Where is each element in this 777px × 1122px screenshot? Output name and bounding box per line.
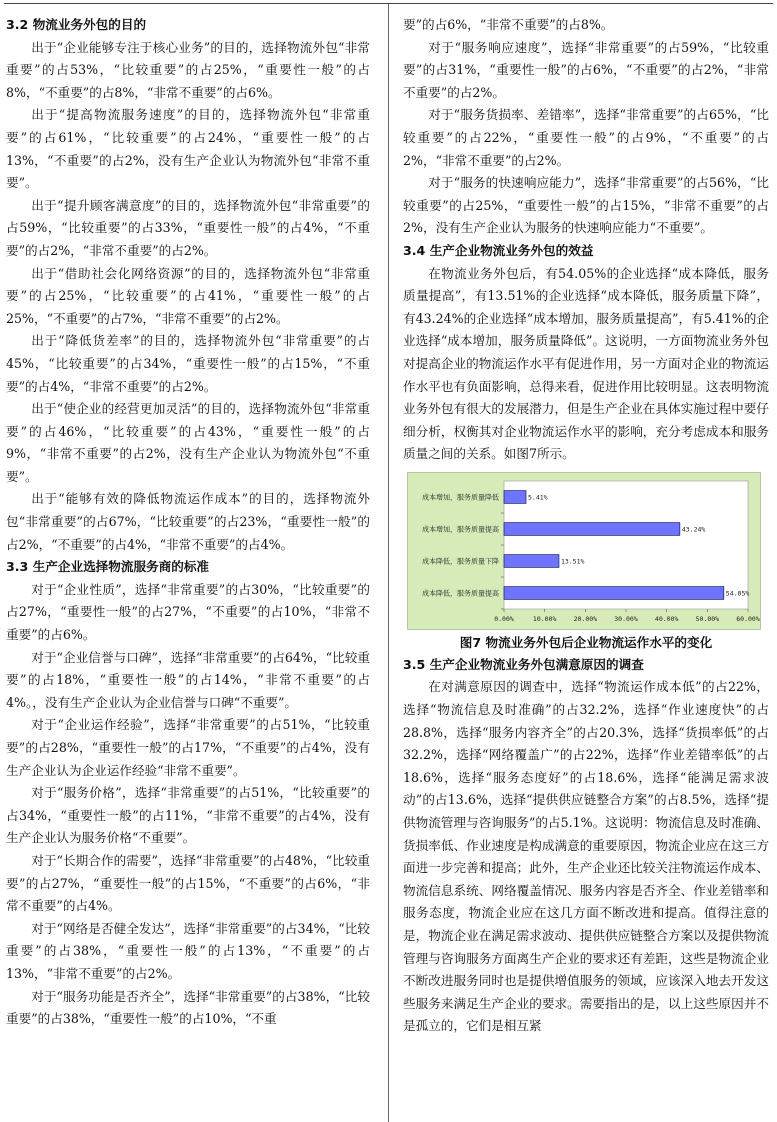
- right-column: [403, 14, 769, 1038]
- paragraph: 在对满意原因的调查中，选择“物流运作成本低”的占22%，选择“物流信息及时准确”的占32.2%，选择“作业速度快”的占28.8%，选择“服务内容齐全”的占20.3%，选择“货损率低”的占32.2%，选择“网络覆盖广”的占22%，选择“作业差错率低”的占18.6%，选择“服务态度好”的占18.6%，选择“能满足需求波动”的占13.6%，选择“提供供应链整合方案”的占8.5%，选择“提供物流管理与咨询服务”的占5.1%。这说明：物流信息及时准确、货损率低、作业速度是构成满意的重要原因，物流企业应在这三方面进一步完善和提高；此外，生产企业还比较关注物流运作成本、物流信息系统、网络覆盖情况、服务内容是否齐全、作业差错率和服务态度，物流企业应在这几方面不断改进和提高。值得注意的是，物流企业在满足需求波动、提供供应链整合方案以及提供物流管理与咨询服务方面离生产企业的要求还有差距，这些是物流企业不断改进服务同时也是提供增值服务的领域，应该深入地去开发这些服务来满足生产企业的要求。需要指出的是，以上这些原因并不是孤立的，它们是相互紧: [403, 679, 769, 1034]
- section-heading-3-5: 3.5 生产企业物流业务外包满意原因的调查: [403, 656, 644, 672]
- bar: [504, 554, 559, 567]
- figure-7-chart: [407, 472, 761, 630]
- y-category-label: 成本增加，服务质量提高: [422, 525, 499, 534]
- paragraph: 在物流业务外包后，有54.05%的企业选择“成本降低，服务质量提高”，有13.51%的企业选择“成本降低，服务质量下降”，有43.24%的企业选择“成本增加，服务质量提高”，有5.41%的企业选择“成本增加，服务质量降低”。这说明，一方面物流业务外包对提高企业的物流运作水平有促进作用，另一方面对企业的物流运作水平也有负面影响，总得来看，促进作用比较明显。这表明物流业务外包有很大的发展潜力，但是生产企业在具体实施过程中要仔细分析，权衡其对企业物流运作水平的影响，充分考虑成本和服务质量之间的关系。如图7所示。: [403, 265, 769, 462]
- paragraph: 对于“服务响应速度”，选择“非常重要”的占59%，“比较重要”的占31%，“重要性一般”的占6%，“不重要”的占2%，“非常不重要”的占2%。: [403, 39, 769, 100]
- section-heading-3-4: 3.4 生产企业物流业务外包的效益: [403, 242, 594, 258]
- paragraph: 对于“服务价格”，选择“非常重要”的占51%，“比较重要”的占34%，“重要性一般”的占11%，“非常不重要”的占4%，没有生产企业认为服务价格“不重要”。: [6, 785, 370, 846]
- section-heading-3-2: 3.2 物流业务外包的目的: [6, 17, 147, 32]
- paragraph-continued: 要”的占6%，“非常不重要”的占8%。: [403, 17, 614, 32]
- section-heading-3-3: 3.3 生产企业选择物流服务商的标准: [6, 559, 210, 575]
- paragraph: 对于“网络是否健全发达”，选择“非常重要”的占34%，“比较重要”的占38%，“重要性一般”的占13%，“不重要”的占13%，“非常不重要”的占2%。: [6, 920, 370, 981]
- paragraph: 对于“服务货损率、差错率”，选择“非常重要”的占65%，“比较重要”的占22%，“重要性一般”的占9%，“不重要”的占2%，“非常不重要”的占2%。: [403, 107, 769, 168]
- paragraph: 出于“使企业的经营更加灵活”的目的，选择物流外包“非常重要”的占46%，“比较重要”的占43%，“重要性一般”的占9%，“非常不重要”的占2%，没有生产企业认为物流外包“不重要”。: [6, 401, 370, 484]
- paragraph: 出于“企业能够专注于核心业务”的目的，选择物流外包“非常重要”的占53%，“比较重要”的占25%，“重要性一般”的占8%，“不重要”的占8%，“非常不重要”的占6%。: [6, 39, 370, 100]
- x-tick-label: 30.00%: [614, 614, 638, 623]
- y-category-label: 成本增加，服务质量降低: [422, 493, 499, 502]
- y-category-label: 成本降低，服务质量提高: [422, 589, 499, 598]
- paragraph: 出于“降低货差率”的目的，选择物流外包“非常重要”的占45%，“比较重要”的占34%，“重要性一般”的占15%，“不重要”的占4%，“非常不重要”的占2%。: [6, 333, 370, 394]
- bar: [504, 522, 680, 535]
- x-tick-label: 10.00%: [532, 614, 557, 623]
- paragraph: 对于“企业信誉与口碑”，选择“非常重要”的占64%，“比较重要”的占18%，“重要性一般”的占14%，“非常不重要”的占4%。，没有生产企业认为企业信誉与口碑“不重要”。: [6, 649, 370, 710]
- paragraph: 出于“能够有效的降低物流运作成本”的目的，选择物流外包“非常重要”的占67%，“比较重要”的占23%，“重要性一般”的占2%，“不重要”的占4%，“非常不重要”的占4%。: [6, 491, 370, 552]
- bar-chart-svg: [408, 473, 762, 631]
- y-category-label: 成本降低，服务质量下降: [422, 557, 499, 566]
- left-column: [6, 14, 370, 1031]
- paragraph: 对于“服务功能是否齐全”，选择“非常重要”的占38%，“比较重要”的占38%，“重要性一般”的占10%，“不重: [6, 988, 370, 1027]
- bar: [504, 586, 724, 599]
- paragraph: 对于“企业运作经验”，选择“非常重要”的占51%，“比较重要”的占28%，“重要性一般”的占17%，“不重要”的占4%，没有生产企业认为企业运作经验“非常不重要”。: [6, 717, 370, 778]
- column-divider: [388, 4, 389, 1122]
- bar: [504, 490, 526, 503]
- x-tick-label: 0.00%: [494, 614, 514, 623]
- x-tick-label: 20.00%: [573, 614, 598, 623]
- paragraph: 对于“长期合作的需要”，选择“非常重要”的占48%，“比较重要”的占27%，“重要性一般”的占15%，“不重要”的占6%，“非常不重要”的占4%。: [6, 852, 370, 914]
- bar-data-label: 13.51%: [560, 557, 585, 566]
- paragraph: 对于“服务的快速响应能力”，选择“非常重要”的占56%，“比较重要”的占25%，“重要性一般”的占15%，“非常不重要”的占2%，没有生产企业认为服务的快速响应能力“不重要”。: [403, 175, 769, 236]
- paragraph: 对于“企业性质”，选择“非常重要”的占30%，“比较重要”的占27%，“重要性一般”的占27%，“不重要”的占10%，“非常不重要”的占6%。: [6, 581, 370, 643]
- bar-data-label: 54.05%: [725, 589, 750, 598]
- bar-data-label: 5.41%: [528, 493, 548, 502]
- x-tick-label: 60.00%: [736, 614, 760, 623]
- x-tick-label: 50.00%: [695, 614, 720, 623]
- paragraph: 出于“提升顾客满意度”的目的，选择物流外包“非常重要”的占59%，“比较重要”的占33%，“重要性一般”的占4%，“不重要”的占2%，“非常不重要”的占2%。: [6, 197, 370, 258]
- bar-data-label: 43.24%: [681, 525, 706, 534]
- x-tick-label: 40.00%: [654, 614, 679, 623]
- paragraph: 出于“提高物流服务速度”的目的，选择物流外包“非常重要”的占61%，“比较重要”的占24%，“重要性一般”的占13%，“不重要”的占2%，没有生产企业认为物流外包“非常不重要”。: [6, 107, 370, 191]
- paragraph: 出于“借助社会化网络资源”的目的，选择物流外包“非常重要”的占25%，“比较重要”的占41%，“重要性一般”的占25%，“不重要”的占7%，“非常不重要”的占2%。: [6, 265, 370, 326]
- figure-caption: 图7 物流业务外包后企业物流运作水平的变化: [459, 634, 713, 650]
